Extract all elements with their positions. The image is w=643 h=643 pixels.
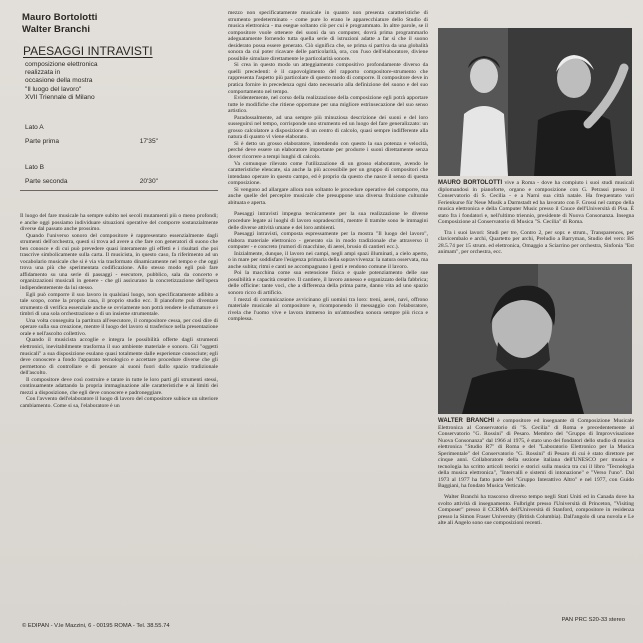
track-part: Parte seconda — [25, 178, 68, 186]
bio-name: MAURO BORTOLOTTI — [438, 180, 503, 186]
portrait-image — [438, 28, 632, 176]
track-part: Parte prima — [25, 138, 60, 146]
body-paragraph: Sì è detto un grosso elaboratore, intendendo con questo la sua potenza e velocità, perché deve essere un elaboratore importante per produrre i suoni direttamente senza dover ricorrere a tempi lunghi di calcolo. — [228, 140, 428, 161]
right-column — [438, 10, 634, 620]
body-paragraph: Il luogo del fare musicale ha sempre subito nei secoli mutamenti più o meno profondi; e anche oggi possiamo individuare situazioni operative del comporre sostanzialmente diverse dal passato anche prossimo. — [20, 213, 218, 233]
bio-text: vive a Roma - dove ha compiuto i suoi studi musicali diplomandosi in pianoforte, organo e composizione con G. Petrassi presso il Conservatorio di S. Cecilia - e a Narni sua città natale. Ha frequentato vari Ferienkurse für Neue Musik a Darmstadt ed ha lavorato con F. Grossi nel campo della musica elettronica e della Computer Music presso il Cnuce dell'Università di Pisa. È stato fra i fondatori e, nell'ultimo triennio, presidente di Nuova Consonanza. Insegna Composizione al Conservatorio di Musica "S. Cecilia" di Roma. — [438, 180, 634, 226]
body-paragraph: Una volta conseguita la partitura all'esecutore, il compositore cessa, per così dire di operare sulla sua creazione, mentre il luogo del lavoro si trasferisce nella presentazione orale e nell'ascolto collettivo. — [20, 317, 218, 337]
body-paragraph: Paesaggi intravisti, composta espressamente per la mostra "Il luogo del lavoro", elabora materiale elettronico - generato sia in modo tradizionale che attraverso il computer - e concreto (rumori di macchine, di aerei, brusio di cantieri ecc.). — [228, 231, 428, 251]
middle-column — [228, 10, 428, 620]
bio-paragraph: Walter Branchi ha trascorso diverso tempo negli Stati Uniti ed in Canada dove ha svolto attività di insegnamento. Fulbright presso l'Università di Princeton, "Visiting Composer" presso il CCRMA dell'Università di Stanford, compositore in residenza presso la Simon Fraser University (British Columbia). Dall'angolo di una nuvola e Le alte ali Angelo sono sue composizioni recenti. — [438, 494, 634, 527]
work-info-line: composizione elettronica — [25, 61, 98, 68]
bortolotti-photo — [438, 28, 632, 176]
body-paragraph: Si vengono ad allargare allora non soltanto le procedure operative del comporre, ma anche quelle del percepire musicale che presuppone una diversa fruizione culturale abituata e aperta. — [228, 186, 428, 206]
composer-names — [22, 12, 218, 36]
body-paragraph: mezzo non specificatamente musicale in quanto non presenta caratteristiche di strumento predeterminato - come pure lo erano le apparecchiature dello Studio di musica elettronica - ma esegue soltanto ciò per cui è programmato. In altre parole, se il compositore vuole ottenere dei suoni da un computer, dovrà prima programmarlo adeguatamente fornendo tutta quella serie di istruzioni adatte a far sì che il suono desiderato possa essere generato. Ciò significa che, se prima si partiva da una globalità sonora da cui poter ricavare delle particolarità, ora, con l'uso dell'elaboratore, diviene possibile simulare direttamente le particolarità sonore. — [228, 10, 428, 62]
body-paragraph: Si crea in questo modo un atteggiamento compositivo profondamente diverso da quelli precedenti: è il capovolgimento del rapporto compositore-strumento che rappresenta l'aspetto più particolare di questo modo di comporre. Il compositore deve in pratica fornire in precedenza ogni dato necessario alla definizione del suono e del suo comportamento nel tempo. — [228, 62, 428, 95]
bio-paragraph: Tra i suoi lavori: Studi per tre, Contro 2, per sopr. e strum., Transparences, per clavicembalo e archi, Quartetto per archi, Preludio a Barryman, Studio del vero: BS 28.5.74 per 15 strum. ed elettronica, Omaggio a Sciarrino per orchestra, Sinfonia "Est animam", per orchestra, ecc. — [438, 229, 634, 256]
work-title: PAESAGGI INTRAVISTI — [23, 44, 153, 58]
work-info-line: "Il luogo del lavoro" — [25, 85, 82, 93]
track-duration: 20'30" — [139, 178, 158, 186]
body-paragraph: Poi la macchina come sua estensione fisica e quale potenziamento delle sue possibilità e capacità creative. Il cantiere, il lavoro annesso e organizzato della fabbrica; delle officine: tante voci, che a differenza della prima parte, danno vita ad uno spazio sonoro ricco di artificio. — [228, 270, 428, 296]
composer-name: Mauro Bortolotti — [22, 12, 98, 23]
body-paragraph: Il compositore deve così costruire e tarare in tutte le loro parti gli strumenti stessi, continuamente adattando la propria immaginazione alle caratteristiche e ai limiti dei mezzi a disposizione, che egli deve conoscere e padroneggiare. — [20, 376, 218, 396]
body-paragraph: I mezzi di comunicazione avvicinano gli uomini tra loro: treni, aerei, navi, offrono materiale musicale al compositore e, ricomponendo il messaggio con l'elaboratore, rivela che l'uomo vive e lavora immerso in un'atmosfera sonora sempre più ricca e complessa. — [228, 296, 428, 323]
body-paragraph: Paesaggi intravisti impegna tecnicamente per la sua realizzazione le diverse procedure legate ai luoghi di lavoro sopradescritti, mentre il tramite sono le immagini delle diverse attività umane e dei loro ambienti. — [228, 211, 428, 231]
body-paragraph: Egli può comporre il suo lavoro in qualsiasi luogo, non specificatamente adibito a tale scopo, come la propria casa, il proprio studio ecc. Il pianoforte può diventare strumento di verifica essenziale anche se ovviamente non potrà rendere le sfumature e i timbri di una sola orchestrazione o di un insieme strumentale. — [20, 291, 218, 318]
branchi-photo — [438, 264, 632, 414]
bio-paragraph — [438, 418, 634, 490]
composer-name: Walter Branchi — [22, 24, 91, 35]
publisher-footer: © EDIPAN - V.le Mazzini, 6 - 00195 ROMA - Tel. 38.55.74 — [22, 623, 170, 629]
work-info — [25, 61, 218, 102]
work-info-line: occasione della mostra — [25, 77, 93, 85]
left-column — [20, 10, 218, 615]
side-a-label: Lato A — [25, 124, 44, 132]
body-paragraph: Evidentemente, nel corso della realizzazione della composizione egli potrà apportare tutte le modifiche che ritiene opportune per una migliore estrinsecazione del suo senso artistico. — [228, 95, 428, 115]
body-paragraph: Va comunque rilevato come l'utilizzazione di un grosso elaboratore, avendo le caratteristiche elencate, sia anche la più accessibile per un gruppo di compositori che intendano operare in questo campo, ed è proprio da questo che nasce il senso di questa composizione. — [228, 160, 428, 187]
work-info-line: XVII Triennale di Milano — [25, 93, 95, 101]
body-paragraph: Quando il musicista accoglie e integra le possibilità offerte dagli strumenti elettronici, inevitabilmente trasforma il suo ambiente materiale e sonoro. Gli "oggetti musicali" a sua disposizione esulano quasi totalmente dalle esperienze conosciute; egli deve conoscere a fondo l'apparato tecnologico e accettare procedure diverse che gli permettono di controllare e di pensare ai suoni fuori dallo spazio tradizionale dell'ascolto. — [20, 337, 218, 377]
body-paragraph: Con l'avvento dell'elaboratore il luogo di lavoro del compositore subisce un ulteriore cambiamento. Come si sa, l'elaboratore è un — [20, 396, 218, 409]
track-row — [25, 138, 158, 146]
track-row — [25, 178, 158, 186]
catalog-number: PAN PRC S20-33 stereo — [561, 617, 625, 623]
bio-text: è compositore ed insegnante di Composizione Musicale Elettronica al Conservatorio di "S. Cecilia" di Roma e precedentemente al Conservatorio "G. Rossini" di Pesaro. Membro del "Gruppo di Improvvisazione Nuova Consonanza" dal 1966 al 1975, è stato uno dei fondatori dello studio di musica elettronica "Studio R7" di Roma e del "Laboratorio Elettronico per la Musica Sperimentale" del Conservatorio "G. Rossini" di Pesaro di cui è stato direttore per cinque anni. Collaboratore della sezione italiana dell'UNESCO per musica e tecnologia ha scritto articoli teorici e storici sulla musica tra cui il libro "Tecnologia della musica elettronica", "Intervalli e sistemi di intonazione" e "Verso l'uno". Dal 1973 al 1977 ha fatto parte del "Gruppo Interattivo Altro" e nel 1977, con Guido Baggiani, ha fondato Musica Verticale. — [438, 418, 634, 490]
body-paragraph: Quando l'universo sonoro del compositore è rappresentato essenzialmente dagli strumenti dell'orchestra, questi si trova ad avere a che fare con generatori di suono che ben conosce e di cui può prevedere quasi interamente gli effetti e i risultati che poi trascrive simbolicamente sulla carta. Il musicista, in questo caso, fa riferimento ad un vocabolario musicale che si è via via trasformato dinamicamente nel tempo e che oggi trova una più che sperimentata codificazione. Allo stesso modo egli può fare affidamento su una serie di passaggi - esecutore, pubblico, sala da concerto e organizzazioni musicali in genere - che gli assicurano la concretizzazione dell'opera indipendentemente da lui stesso. — [20, 232, 218, 292]
bio-name: WALTER BRANCHI — [438, 418, 495, 425]
side-b-label: Lato B — [25, 164, 45, 172]
portrait-image — [438, 264, 632, 414]
bio-paragraph — [438, 180, 634, 226]
body-paragraph: Paradossalmente, ad una sempre più minuziosa descrizione dei suoni e del loro susseguirsi nel tempo, corrisponde uno strumento ed un luogo del fare generalizzato: un grosso calcolatore a disposizione di un centro di calcolo, quasi sempre indifferente alla natura di quanto vi viene elaborato. — [228, 114, 428, 141]
track-duration: 17'35" — [139, 138, 158, 146]
divider — [20, 190, 218, 191]
body-paragraph: Inizialmente, dunque, il lavoro nei campi, negli ampi spazi illuminati, a cielo aperto, o in mare per soddisfare l'esigenza primaria della sopravvivenza: la natura osservata, ma anche subita; ritmi e canti ne accompagnano i gesti e rendono comune il lavoro. — [228, 250, 428, 270]
work-info-line: realizzata in — [25, 69, 61, 77]
